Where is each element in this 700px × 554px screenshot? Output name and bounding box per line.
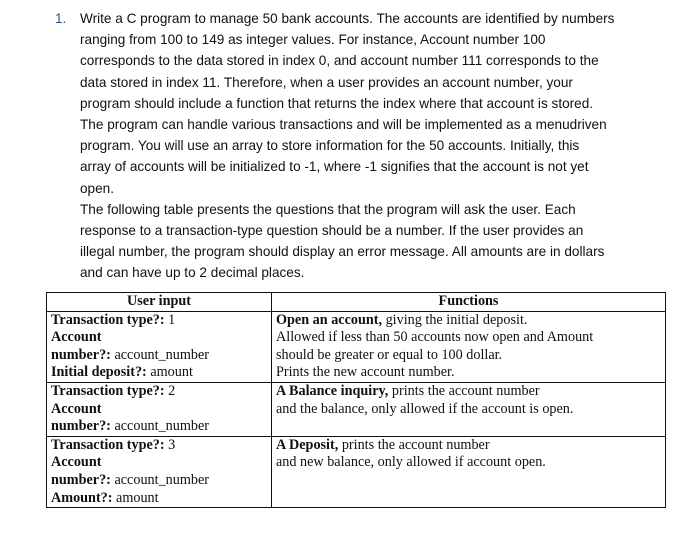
- input-line: [51, 418, 267, 436]
- input-label: number?:: [51, 471, 111, 488]
- text-line: program. You will use an array to store information for the 50 accounts. Initially, this: [80, 138, 580, 154]
- input-label: Account: [51, 329, 102, 346]
- question-block: [55, 8, 655, 284]
- function-text: Allowed if less than 50 accounts now open and Amount: [276, 329, 594, 346]
- question-body: [80, 8, 655, 284]
- input-value: amount: [146, 364, 193, 381]
- user-input-cell: [47, 436, 272, 507]
- text-line: corresponds to the data stored in index 0, and account number 111 corresponds to the: [80, 53, 599, 69]
- function-line: [276, 401, 661, 419]
- input-line: [51, 472, 267, 490]
- function-cell: [272, 436, 666, 507]
- function-text: giving the initial deposit.: [382, 311, 528, 328]
- transactions-table: [46, 292, 666, 508]
- input-line: [51, 490, 267, 508]
- header-user-input: User input: [47, 293, 272, 312]
- function-line: [276, 383, 661, 401]
- input-line: [51, 364, 267, 382]
- text-line: response to a transaction-type question should be a number. If the user provides an: [80, 223, 584, 239]
- input-line: [51, 329, 267, 347]
- user-input-cell: [47, 382, 272, 436]
- input-label: number?:: [51, 418, 111, 435]
- question-number: 1.: [55, 11, 67, 26]
- function-line: [276, 312, 661, 330]
- input-value: account_number: [110, 346, 209, 363]
- function-line: [276, 364, 661, 382]
- input-label: Initial deposit?:: [51, 364, 147, 381]
- table-row: [47, 311, 666, 382]
- input-value: 3: [164, 436, 176, 453]
- text-line: program should include a function that returns the index where that account is stored.: [80, 95, 594, 111]
- input-line: [51, 383, 267, 401]
- function-line: [276, 329, 661, 347]
- function-text: prints the account number: [388, 382, 540, 399]
- text-line: illegal number, the program should display an error message. All amounts are in dollars: [80, 244, 605, 260]
- table-row: [47, 436, 666, 507]
- function-title: A Deposit,: [276, 436, 339, 453]
- input-line: [51, 347, 267, 365]
- function-cell: [272, 382, 666, 436]
- function-line: [276, 347, 661, 365]
- input-line: [51, 312, 267, 330]
- function-cell: [272, 311, 666, 382]
- table-header-row: [47, 293, 666, 312]
- function-line: [276, 454, 661, 472]
- text-line: The following table presents the questions that the program will ask the user. Each: [80, 201, 576, 217]
- text-line: data stored in index 11. Therefore, when a user provides an account number, your: [80, 74, 573, 90]
- input-value: account_number: [110, 471, 209, 488]
- input-label: Amount?:: [51, 489, 113, 506]
- input-label: Account: [51, 454, 102, 471]
- input-value: 2: [164, 382, 176, 399]
- function-text: Prints the new account number.: [276, 364, 455, 381]
- input-label: Transaction type?:: [51, 311, 165, 328]
- input-line: [51, 401, 267, 419]
- question-paragraph-intro: [80, 8, 655, 199]
- input-label: Transaction type?:: [51, 436, 165, 453]
- input-line: [51, 437, 267, 455]
- input-label: Account: [51, 400, 102, 417]
- text-line: open.: [80, 180, 115, 196]
- function-text: and the balance, only allowed if the account is open.: [276, 400, 574, 417]
- input-value: 1: [164, 311, 176, 328]
- function-text: should be greater or equal to 100 dollar.: [276, 346, 503, 363]
- input-label: number?:: [51, 346, 111, 363]
- input-value: account_number: [110, 418, 209, 435]
- text-line: array of accounts will be initialized to -1, where -1 signifies that the account is not yet: [80, 159, 589, 175]
- input-label: Transaction type?:: [51, 382, 165, 399]
- text-line: and can have up to 2 decimal places.: [80, 265, 305, 281]
- text-line: Write a C program to manage 50 bank accounts. The accounts are identified by numbers: [80, 11, 615, 26]
- function-text: prints the account number: [338, 436, 490, 453]
- text-line: The program can handle various transactions and will be implemented as a menudriven: [80, 117, 607, 133]
- input-value: amount: [112, 489, 159, 506]
- text-line: ranging from 100 to 149 as integer values. For instance, Account number 100: [80, 32, 546, 48]
- table-row: [47, 382, 666, 436]
- function-text: and new balance, only allowed if account open.: [276, 454, 546, 471]
- user-input-cell: [47, 311, 272, 382]
- input-line: [51, 454, 267, 472]
- function-line: [276, 437, 661, 455]
- function-title: Open an account,: [276, 311, 383, 328]
- header-functions: Functions: [272, 293, 666, 312]
- question-paragraph-table-intro: [80, 199, 655, 284]
- function-title: A Balance inquiry,: [276, 382, 389, 399]
